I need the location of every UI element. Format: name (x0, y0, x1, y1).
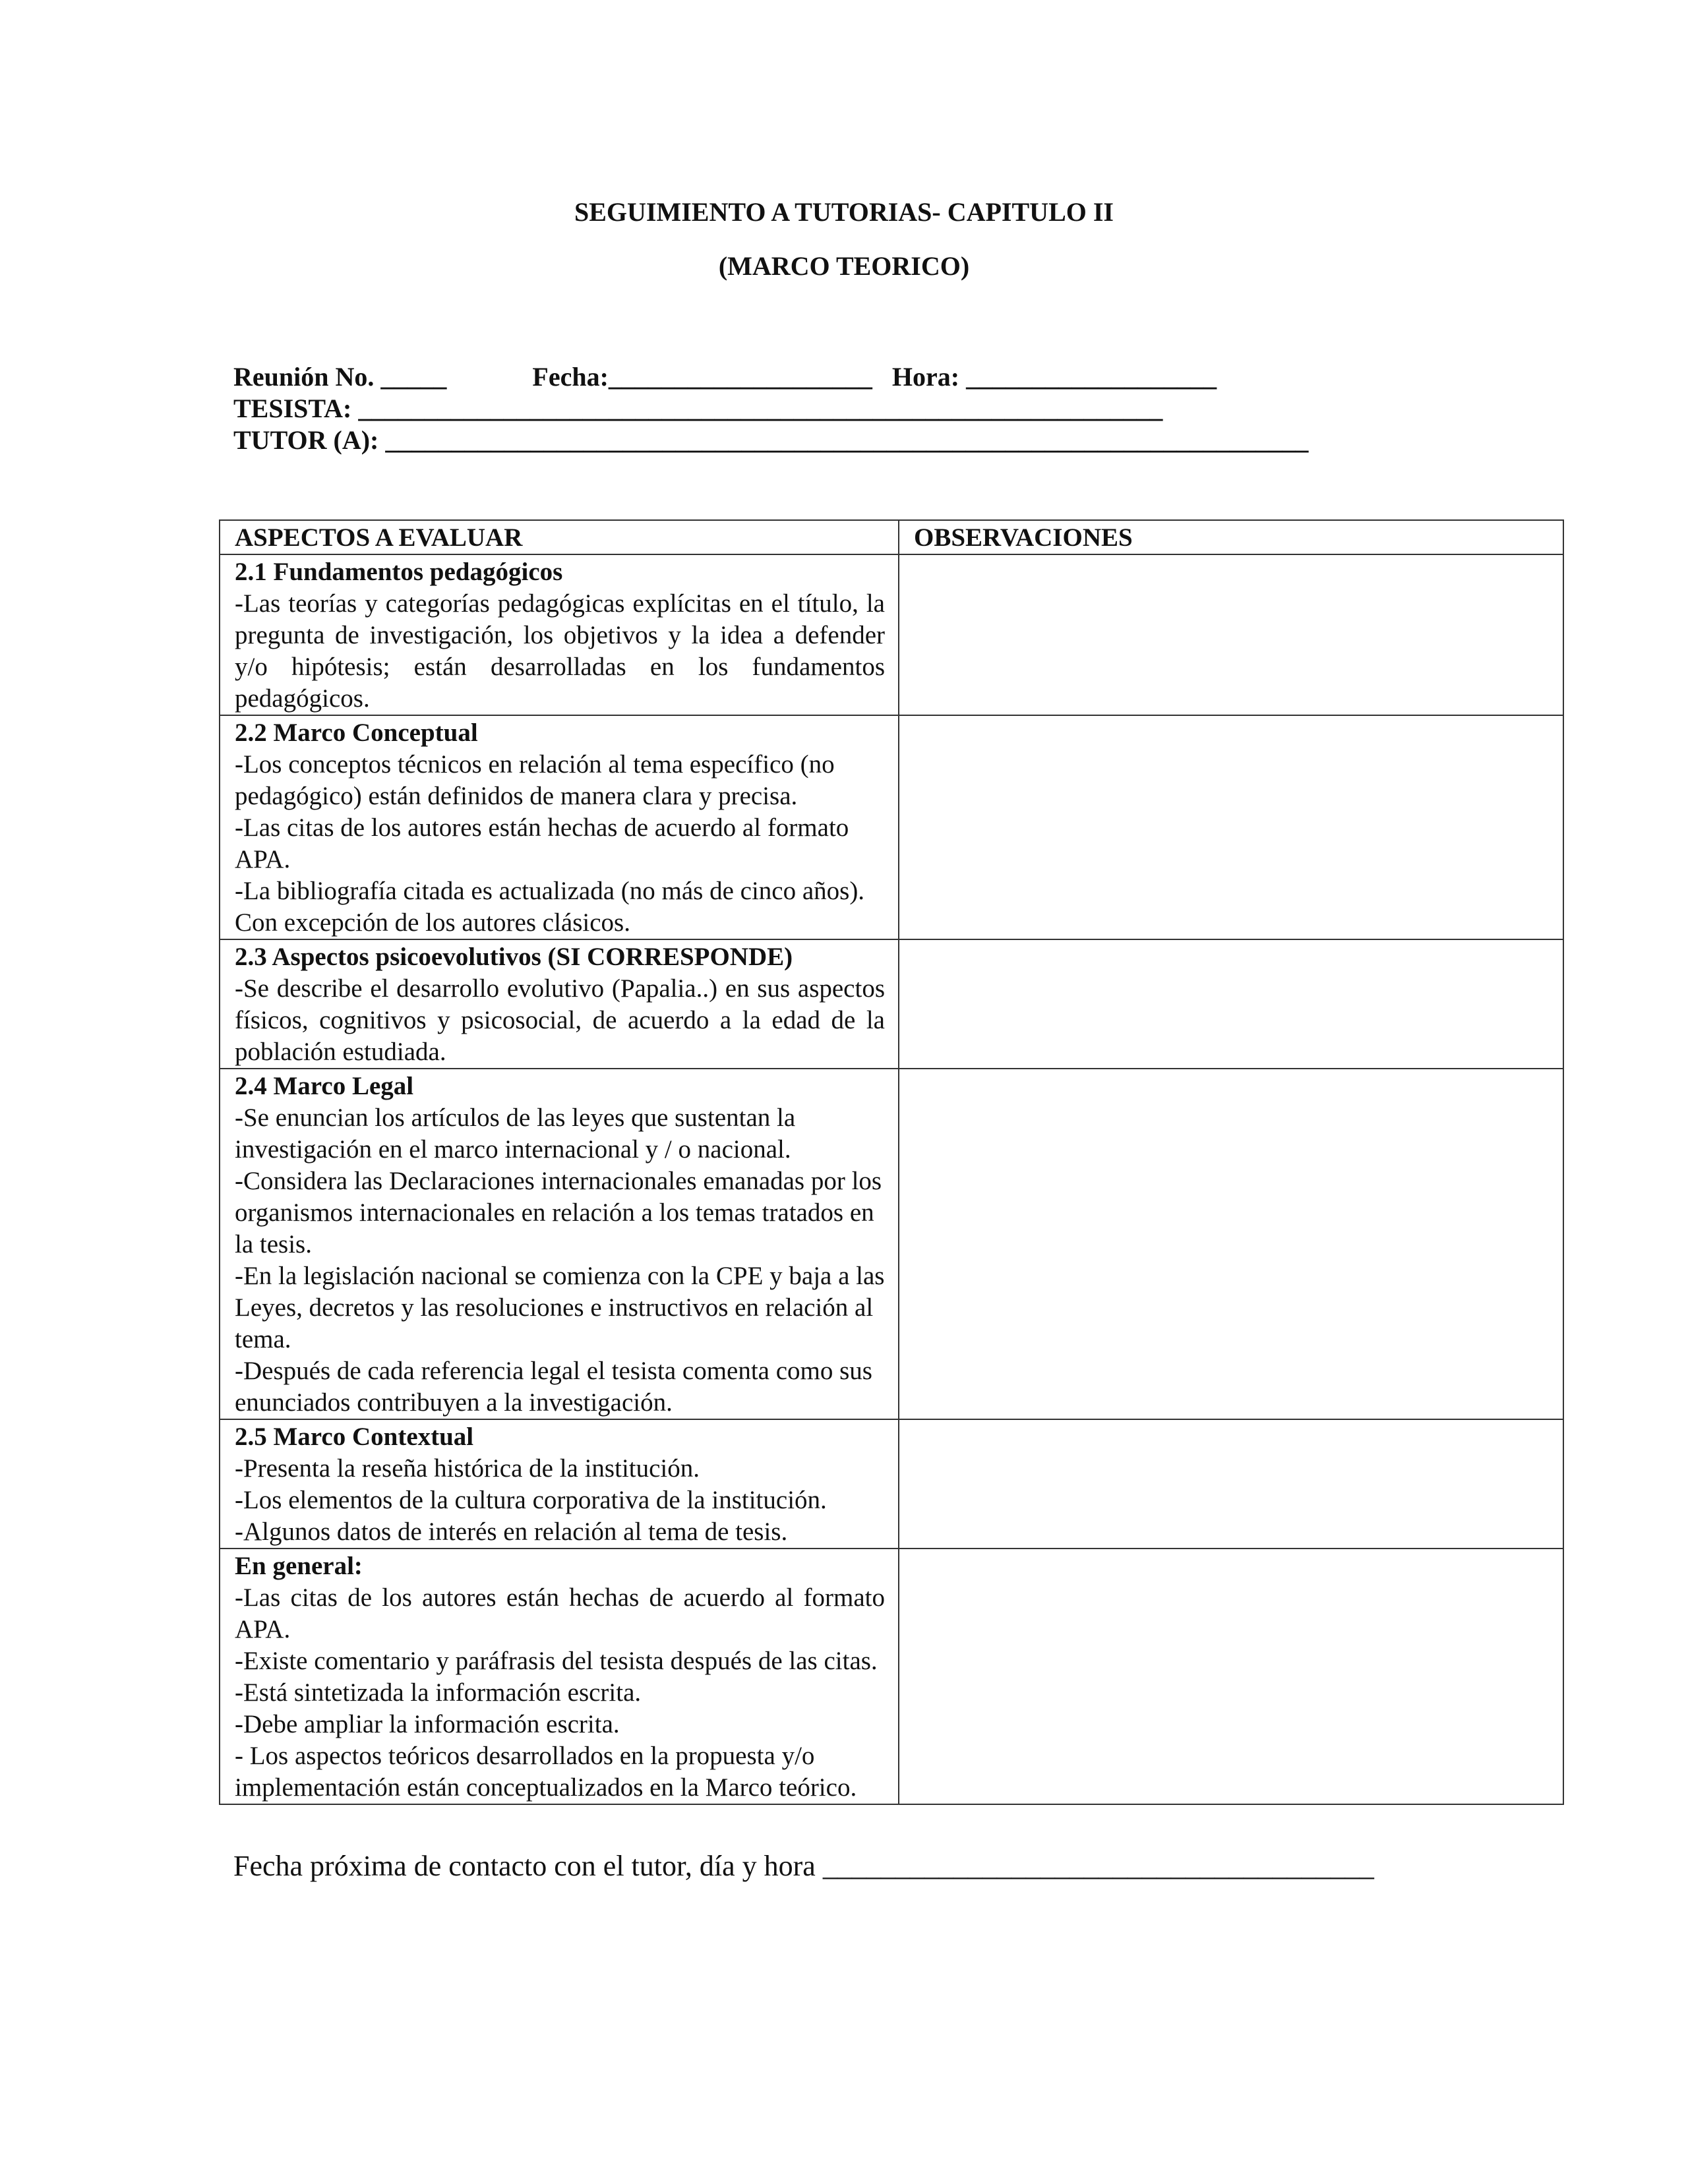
page-subtitle: (MARCO TEORICO) (718, 251, 970, 281)
criterion-text: -Debe ampliar la información escrita. (235, 1710, 620, 1738)
criterion-text: -En la legislación nacional se comienza con la CPE y baja a las Leyes, decretos y las resoluciones e instructivos en relación al tema. (235, 1262, 885, 1353)
table-row (220, 1549, 1563, 1804)
table-row (220, 1419, 1563, 1549)
aspect-cell (220, 715, 899, 939)
criterion-text: -Algunos datos de interés en relación al tema de tesis. (235, 1518, 788, 1546)
next-contact-line: Fecha próxima de contacto con el tutor, día y hora ______________________________________ (233, 1850, 1374, 1882)
observation-cell[interactable] (899, 554, 1563, 715)
meeting-info-line: Reunión No. _____ Fecha:____________________ Hora: ___________________ (233, 362, 1217, 392)
criterion-text: -Después de cada referencia legal el tesista comenta como sus enunciados contribuyen a la investigación. (235, 1357, 872, 1417)
section-title: 2.1 Fundamentos pedagógicos (235, 558, 563, 586)
criterion-text: -Los conceptos técnicos en relación al tema específico (no pedagógico) están definidos de manera clara y precisa. (235, 750, 835, 810)
table-row (220, 715, 1563, 939)
criterion-text: -Existe comentario y paráfrasis del tesista después de las citas. (235, 1647, 878, 1675)
aspect-cell (220, 1069, 899, 1419)
criterion-text: -Los elementos de la cultura corporativa de la institución. (235, 1486, 827, 1514)
criterion-text: -Presenta la reseña histórica de la institución. (235, 1454, 700, 1483)
aspects-column-header: ASPECTOS A EVALUAR (220, 520, 899, 554)
table-row (220, 1069, 1563, 1419)
section-title: En general: (235, 1552, 363, 1580)
criterion-text: -Se describe el desarrollo evolutivo (Papalia..) en sus aspectos físicos, cognitivos y psicosocial, de acuerdo a la edad de la población estudiada. (235, 974, 885, 1066)
observation-cell[interactable] (899, 1549, 1563, 1804)
observation-cell[interactable] (899, 1069, 1563, 1419)
aspect-cell (220, 1549, 899, 1804)
aspect-cell (220, 554, 899, 715)
criterion-text: -Está sintetizada la información escrita. (235, 1678, 642, 1707)
aspect-cell (220, 1419, 899, 1549)
table-row (220, 939, 1563, 1069)
criterion-text: -Considera las Declaraciones internacionales emanadas por los organismos internacionales en relación a los temas tratados en la tesis. (235, 1167, 882, 1258)
section-title: 2.3 Aspectos psicoevolutivos (SI CORRESPONDE) (235, 943, 793, 971)
criterion-text: -Se enuncian los artículos de las leyes que sustentan la investigación en el marco internacional y / o nacional. (235, 1104, 796, 1164)
observation-cell[interactable] (899, 1419, 1563, 1549)
criterion-text: -Las teorías y categorías pedagógicas explícitas en el título, la pregunta de investigación, los objetivos y la idea a defender y/o hipótesis; están desarrolladas en los fundamentos pedagógicos. (235, 589, 885, 713)
tutor-line: TUTOR (A): ______________________________________________________________________ (233, 425, 1309, 455)
observation-cell[interactable] (899, 939, 1563, 1069)
observations-column-header: OBSERVACIONES (899, 520, 1563, 554)
aspect-cell (220, 939, 899, 1069)
page-title: SEGUIMIENTO A TUTORIAS- CAPITULO II (574, 197, 1114, 227)
observation-cell[interactable] (899, 715, 1563, 939)
criterion-text: -La bibliografía citada es actualizada (no más de cinco años). Con excepción de los autores clásicos. (235, 877, 865, 937)
table-header-row (220, 520, 1563, 554)
evaluation-table (219, 519, 1564, 1805)
section-title: 2.5 Marco Contextual (235, 1423, 474, 1451)
criterion-text: -Las citas de los autores están hechas de acuerdo al formato APA. (235, 813, 849, 873)
criterion-text: -Las citas de los autores están hechas de acuerdo al formato APA. (235, 1583, 885, 1643)
section-title: 2.2 Marco Conceptual (235, 719, 478, 747)
table-row (220, 554, 1563, 715)
tesista-line: TESISTA: _____________________________________________________________ (233, 394, 1163, 423)
criterion-text: - Los aspectos teóricos desarrollados en la propuesta y/o implementación están conceptualizados en la Marco teórico. (235, 1742, 857, 1802)
section-title: 2.4 Marco Legal (235, 1072, 414, 1100)
